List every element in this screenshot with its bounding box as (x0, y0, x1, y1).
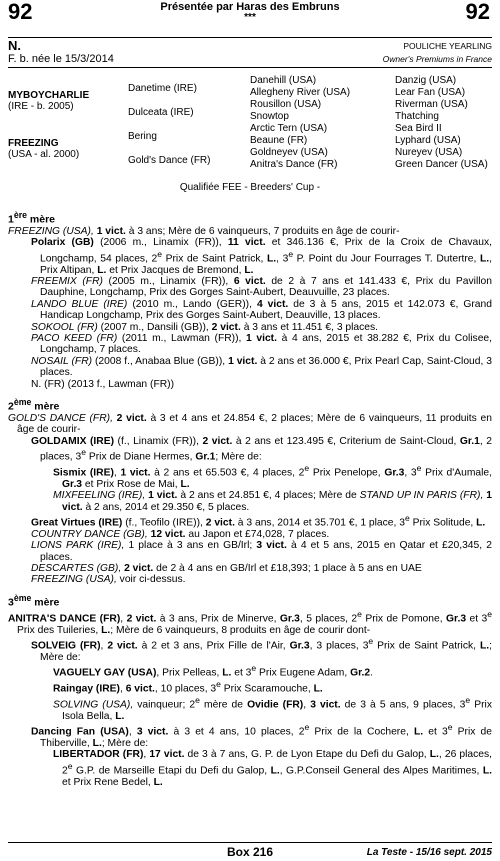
pedigree-gen4: Riverman (USA) (395, 99, 468, 110)
dam-info: (USA - al. 2000) (8, 149, 80, 160)
produce-entry: SOKOOL (FR) (2007 m., Dansili (GB)), 2 vict. à 3 ans et 11.451 €, 3 places. (31, 321, 379, 333)
produce-entry: N. (FR) (2013 f., Lawman (FR)) (31, 378, 175, 390)
pedigree-gen3: Anitra's Dance (FR) (250, 159, 338, 170)
registration: Owner's Premiums in France (382, 54, 492, 64)
page-footer (8, 842, 492, 859)
dam-paragraph: ANITRA'S DANCE (FR), 2 vict. à 3 ans, Prix de Minerve, Gr.3, 5 places, 2e Prix de Pomone, Gr.3 et 3e Prix des Tuileries, L.; Mère de 6 vainqueurs, 8 produits en âge de courir dont- (8, 608, 493, 636)
produce-entry: FREEMIX (FR) (2005 m., Linamix (FR)), 6 vict. de 2 à 7 ans et 141.433 €, Prix du Pavillon Dauphine, Longchamp, Prix des Gorges Saint-Aubert, Deauvuille, 23 places. (31, 275, 492, 299)
produce-entry: LIBERTADOR (FR), 17 vict. de 3 à 7 ans, G. P. de Lyon Etape du Defi du Galop, L., 26 places, 2e G.P. de Marseille Etapi du Defi du Galop, L., G.P.Conseil General des Alpes Maritimes, L. et Prix Rene Bedel, L. (53, 749, 493, 788)
produce-entry: MIXFEELING (IRE), 1 vict. à 2 ans et 24.851 €, 4 places; Mère de STAND UP IN PARIS (FR), 1 vict. à 2 ans, 2014 et 29.350 €, 5 places. (53, 490, 492, 513)
lot-number-left: 92 (8, 0, 33, 24)
produce-entry: Dancing Fan (USA), 3 vict. à 3 et 4 ans, 10 places, 2e Prix de la Cochere, L. et 3e Prix de Thiberville, L.; Mère de: (31, 722, 492, 749)
pedigree-gen3: Allegheny River (USA) (250, 87, 351, 98)
page-header (0, 0, 500, 36)
dam-paragraph: FREEZING (USA), 1 vict. à 3 ans; Mère de 6 vainqueurs, 7 produits en âge de courir- (8, 225, 400, 237)
sire-info: (IRE - b. 2005) (8, 101, 74, 112)
pedigree-gen3: Arctic Tern (USA) (250, 123, 328, 134)
lot-number-right: 92 (465, 0, 490, 24)
pedigree-gen4: Thatching (395, 111, 439, 122)
section-first-dam: 1ère mère (8, 210, 56, 226)
sex-category: POULICHE YEARLING (403, 41, 492, 51)
pedigree-gen4: Green Dancer (USA) (395, 159, 488, 170)
produce-entry: Polarix (GB) (2006 m., Linamix (FR)), 11 vict. et 346.136 €, Prix de la Croix de Chavaux, Longchamp, 54 places, 2e Prix de Saint Patrick, L., 3e P. Point du Jour Fourrages T. Dutertre, L., Prix Altipan, L. et Prix Jacques de Bremond, L. (31, 237, 492, 276)
sire-name: MYBOYCHARLIE (8, 90, 90, 101)
pedigree-gen4: Lyphard (USA) (395, 135, 461, 146)
sale-name: La Teste - 15/16 sept. 2015 (366, 847, 492, 858)
dam-paragraph: GOLD'S DANCE (FR), 2 vict. à 3 et 4 ans et 24.854 €, 2 places; Mère de 6 vainqueurs, 11 produits en âge de courir- (8, 412, 492, 436)
produce-entry: GOLDAMIX (IRE) (f., Linamix (FR)), 2 vict. à 2 ans et 123.495 €, Criterium de Saint-Cloud, Gr.1, 2 places, 3e Prix de Diane Hermes, Gr.1; Mère de: (31, 435, 493, 463)
produce-entry: LANDO BLUE (IRE) (2010 m., Lando (GER)), 4 vict. de 3 à 5 ans, 2015 et 142.073 €, Grand Handicap Longchamp, Prix des Gorges Saint-Aubert, Deauville, 13 places. (31, 298, 492, 322)
section-third-dam: 3ème mère (8, 592, 60, 609)
pedigree-gen3: Beaune (FR) (250, 135, 308, 146)
stars: *** (244, 12, 256, 23)
produce-entry: SOLVEIG (FR), 2 vict. à 2 et 3 ans, Prix Fille de l'Air, Gr.3, 3 places, 3e Prix de Saint Patrick, L.; Mère de: (31, 636, 492, 663)
pedigree-gen4: Sea Bird II (395, 123, 442, 134)
pedigree-gen2: Dulceata (IRE) (128, 107, 194, 118)
produce-entry: COUNTRY DANCE (GB), 12 vict. au Japon et £74,028, 7 places. (31, 528, 330, 540)
qualification: Qualifiée FEE - Breeders' Cup - (179, 182, 321, 193)
horse-identity (8, 37, 492, 68)
produce-entry: VAGUELY GAY (USA), Prix Pelleas, L. et 3e Prix Eugene Adam, Gr.2. (53, 663, 373, 679)
horse-name: N. (8, 38, 21, 53)
produce-record (8, 210, 492, 788)
produce-entry: Great Virtues (IRE) (f., Teofilo (IRE)), 2 vict. à 3 ans, 2014 et 35.701 €, 1 place, 3e Prix Solitude, L. (31, 513, 486, 529)
pedigree-gen3: Danehill (USA) (250, 75, 317, 86)
produce-entry: NOSAIL (FR) (2008 f., Anabaa Blue (GB)), 1 vict. à 2 ans et 36.000 €, Prix Pearl Cap, Saint-Cloud, 3 places. (31, 355, 492, 379)
horse-description: F. b. née le 15/3/2014 (8, 53, 114, 65)
box-number: Box 216 (226, 845, 274, 859)
pedigree-gen3: Rousillon (USA) (250, 99, 322, 110)
produce-entry: LIONS PARK (IRE), 1 place à 3 ans en GB/Irl; 3 vict. à 4 et 5 ans, 2015 en Qatar et £20,345, 2 places. (31, 540, 492, 563)
section-second-dam: 2ème mère (8, 397, 60, 413)
produce-entry: Sismix (IRE), 1 vict. à 2 ans et 65.503 €, 4 places, 2e Prix Penelope, Gr.3, 3e Prix d'Aumale, Gr.3 et Prix Rose de Mai, L. (53, 462, 492, 490)
produce-entry: FREEZING (USA), voir ci-dessus. (31, 574, 186, 586)
pedigree-table (8, 75, 492, 175)
pedigree-gen2: Bering (128, 131, 157, 142)
pedigree-gen4: Danzig (USA) (395, 75, 457, 86)
produce-entry: SOLVING (USA), vainqueur; 2e mère de Ovidie (FR), 3 vict. de 3 à 5 ans, 9 places, 3e Prix Isola Bella, L. (53, 694, 492, 722)
pedigree-gen3: Goldneyev (USA) (250, 147, 328, 158)
dam-name: FREEZING (8, 138, 59, 149)
produce-entry: PACO KEED (FR) (2011 m., Lawman (FR)), 1 vict. à 4 ans, 2015 et 38.282 €, Prix du Colisee, Longchamp, 7 places. (31, 332, 493, 356)
pedigree-gen2: Gold's Dance (FR) (128, 155, 211, 166)
produce-entry: DESCARTES (GB), 2 vict. de 2 à 4 ans en GB/Irl et £18,393; 1 place à 5 ans en UAE (31, 563, 422, 575)
pedigree-gen3: Snowtop (250, 111, 289, 122)
pedigree-gen2: Danetime (IRE) (128, 83, 197, 94)
pedigree-gen4: Lear Fan (USA) (395, 87, 466, 98)
pedigree-gen4: Nureyev (USA) (395, 147, 463, 158)
consignor: Présentée par Haras des Embruns (160, 1, 340, 13)
produce-entry: Raingay (IRE), 6 vict., 10 places, 3e Prix Scaramouche, L. (53, 679, 323, 695)
